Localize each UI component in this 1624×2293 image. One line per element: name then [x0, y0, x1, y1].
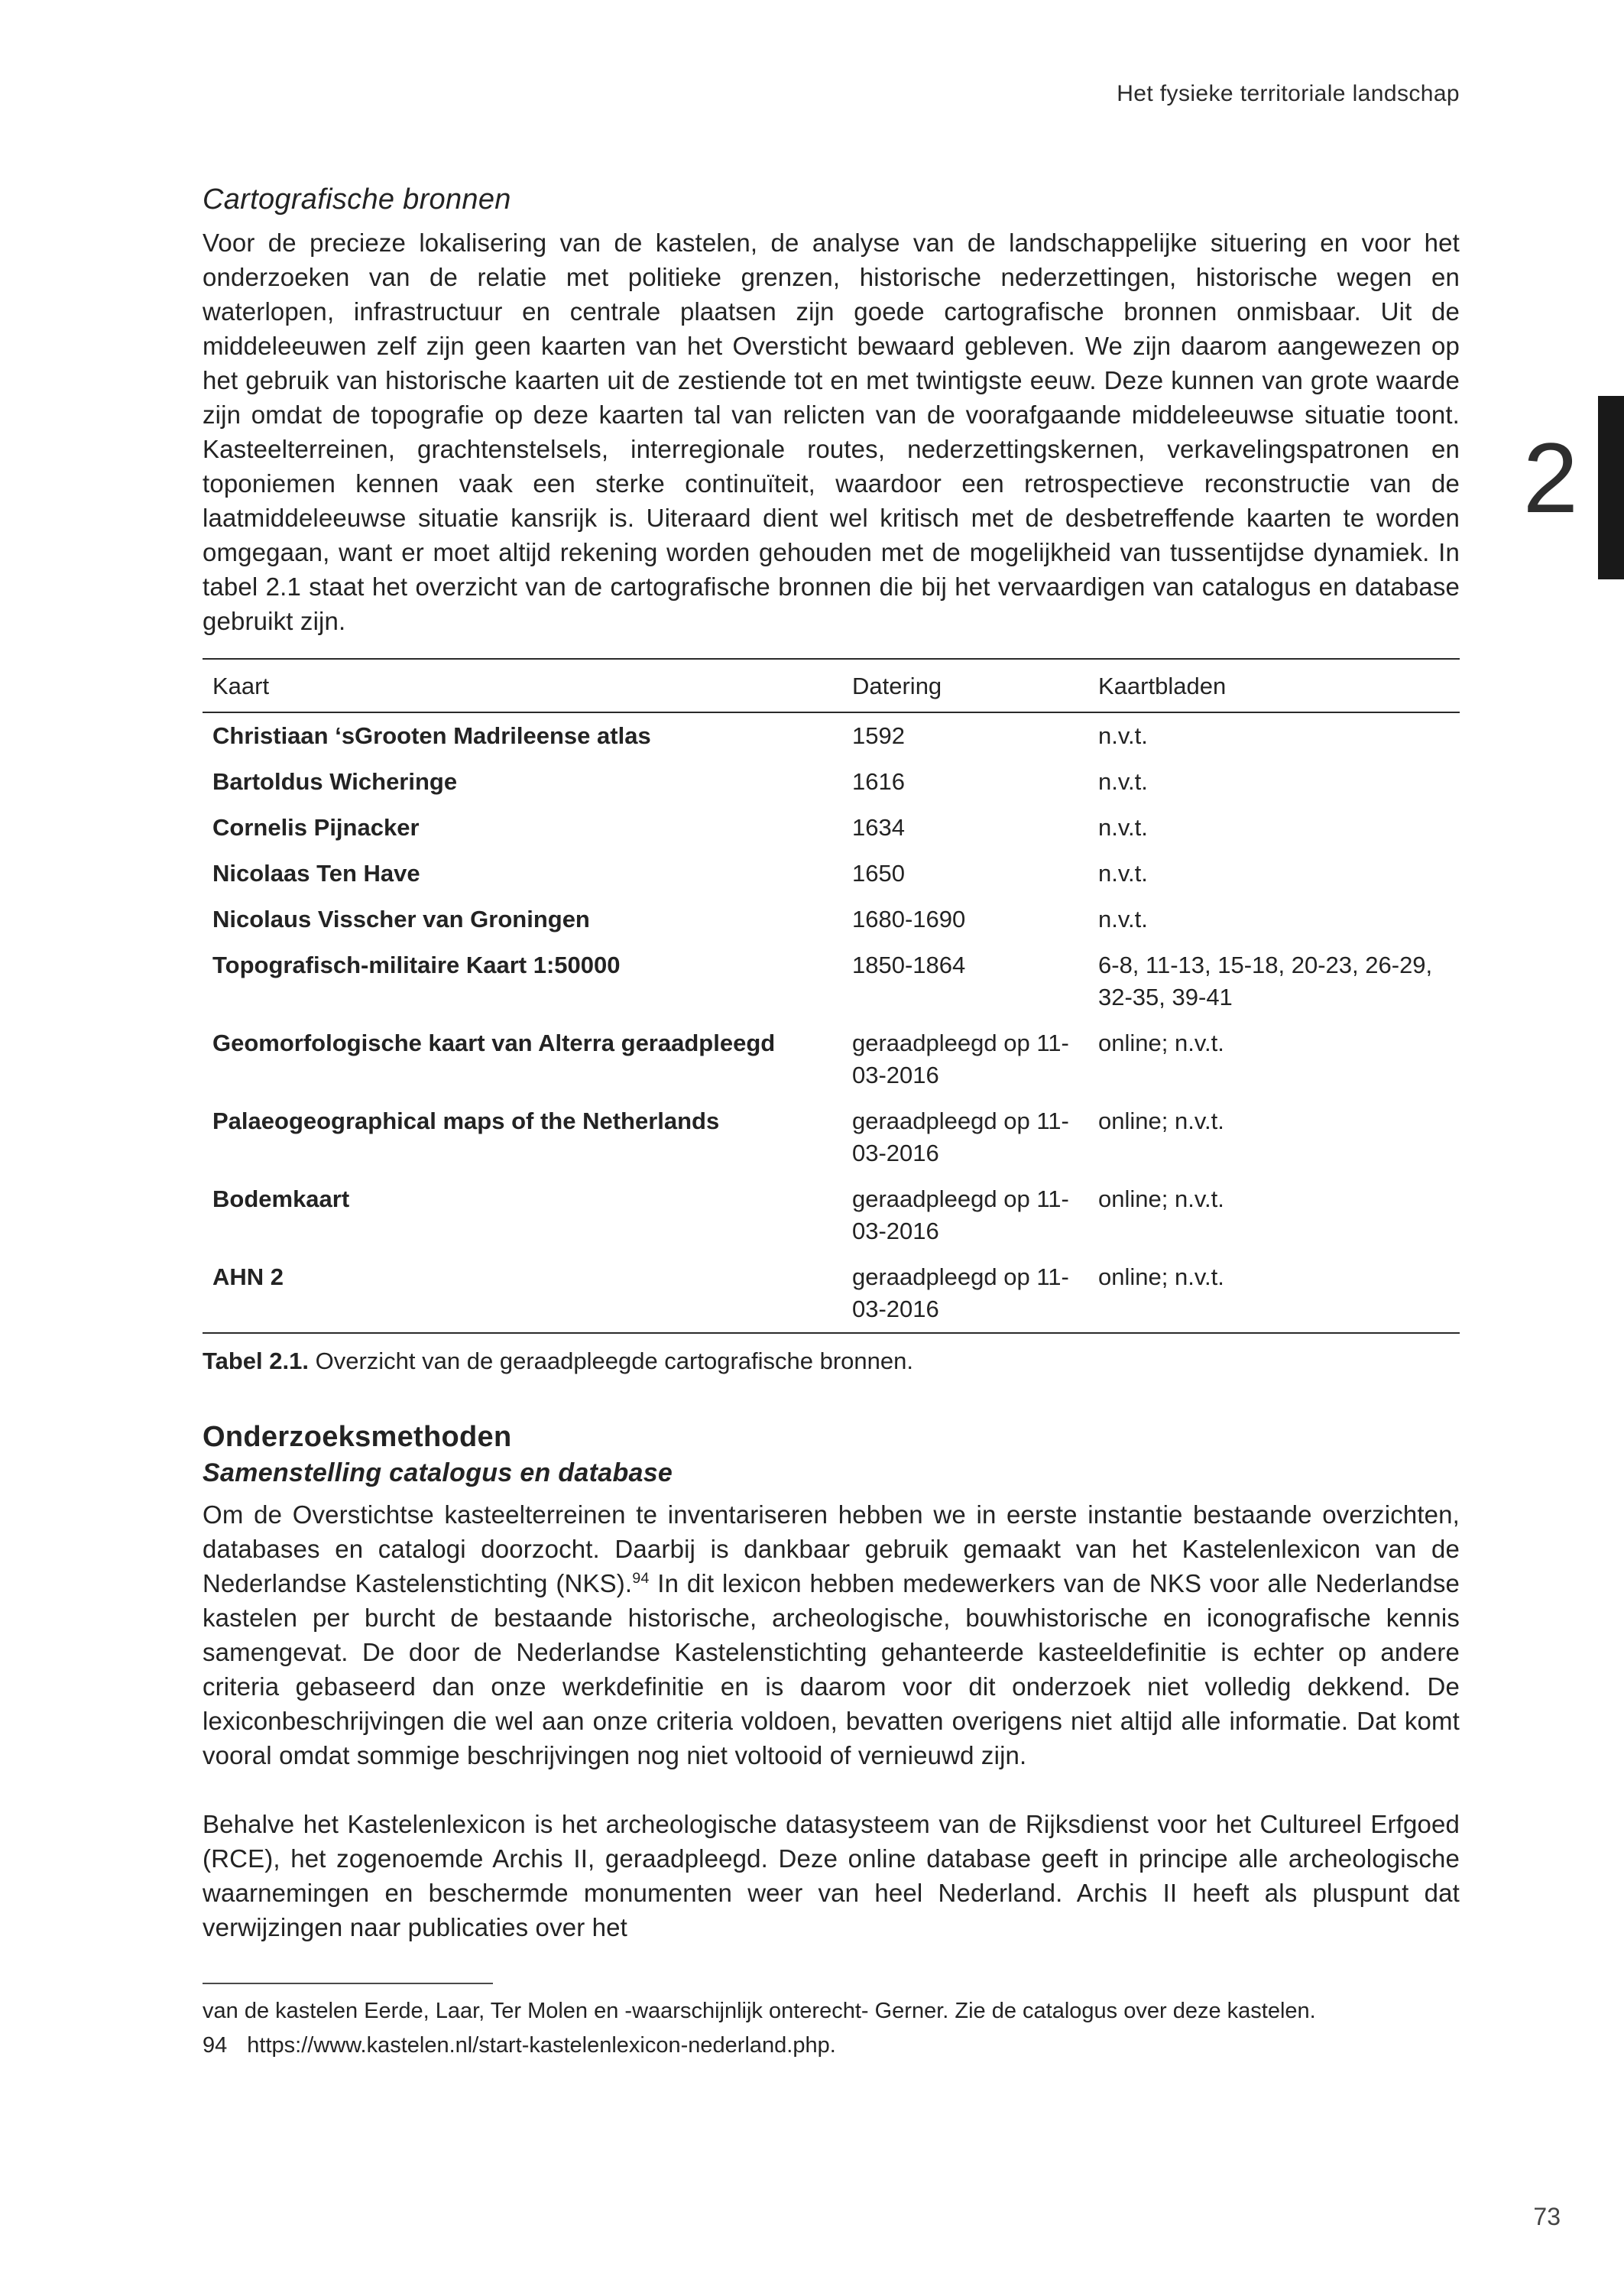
footnote-94-label: 94 — [203, 2033, 228, 2058]
footnote-continuation: van de kastelen Eerde, Laar, Ter Molen en -waarschijnlijk onterecht- Gerner. Zie de catalogus over deze kastelen. — [203, 1999, 1316, 2023]
table-caption — [203, 1346, 1460, 1377]
kaart-cell: Bartoldus Wicheringe — [212, 768, 458, 795]
section-heading-onderzoeksmethoden: Onderzoeksmethoden — [203, 1421, 512, 1453]
kaartbladen-cell: online; n.v.t. — [1098, 1030, 1224, 1056]
kaart-cell: Bodemkaart — [212, 1185, 350, 1212]
datering-cell: 1634 — [852, 814, 905, 841]
cartografie-paragraph: Voor de precieze lokalisering van de kastelen, de analyse van de landschappelijke situering en voor het onderzoeken van de relatie met politieke grenzen, historische nederzettingen, historische wegen en waterlopen, infrastructuur en centrale plaatsen zijn goede cartografische bronnen onmisbaar. Uit de middeleeuwen zelf zijn geen kaarten van het Oversticht bewaard gebleven. We zijn daarom aangewezen op het gebruik van historische kaarten uit de zestiende tot en met twintigste eeuw. Deze kunnen van grote waarde zijn omdat de topografie op deze kaarten tal van relicten van de voorafgaande middeleeuwse situatie toont. Kasteelterreinen, grachtenstelsels, interregionale routes, nederzettingskernen, verkavelingspatronen en toponiemen kennen vaak een sterke continuïteit, waardoor een retrospectieve reconstructie van de laatmiddeleeuwse situatie kansrijk is. Uiteraard dient wel kritisch met de desbetreffende kaarten te worden omgegaan, want er moet altijd rekening worden gehouden met de mogelijkheid van tussentijdse dynamiek. In tabel 2.1 staat het overzicht van de cartografische bronnen die bij het vervaardigen van catalogus en database gebruikt zijn. — [203, 229, 1460, 635]
kaart-cell: Geomorfologische kaart van Alterra geraadpleegd — [212, 1030, 776, 1056]
kaart-cell: Topografisch-militaire Kaart 1:50000 — [212, 952, 621, 978]
kaart-cell: Nicolaus Visscher van Groningen — [212, 906, 590, 932]
table-row — [203, 897, 1460, 942]
table-caption-label: Tabel 2.1. — [203, 1348, 309, 1374]
datering-cell: geraadpleegd op 11-03-2016 — [852, 1263, 1069, 1322]
column-header-datering: Datering — [852, 659, 1098, 712]
table-row — [203, 1020, 1460, 1098]
table-row — [203, 805, 1460, 851]
datering-cell: 1650 — [852, 860, 905, 887]
kaartbladen-cell: online; n.v.t. — [1098, 1108, 1224, 1134]
table-row — [203, 851, 1460, 897]
kaartbladen-cell: n.v.t. — [1098, 722, 1148, 749]
kaart-cell: Nicolaas Ten Have — [212, 860, 420, 887]
methods-paragraph-1-before: Om de Overstichtse kasteelterreinen te inventariseren hebben we in eerste instantie bestaande overzichten, databases en catalogi doorzocht. Daarbij is dankbaar gebruik gemaakt van het Kastelenlexicon van de Nederlandse Kastelenstichting (NKS). — [203, 1500, 1460, 1597]
table-row — [203, 759, 1460, 805]
kaart-cell: Palaeogeographical maps of the Netherlands — [212, 1108, 720, 1134]
table-row — [203, 1254, 1460, 1333]
datering-cell: geraadpleegd op 11-03-2016 — [852, 1108, 1069, 1166]
kaartbladen-cell: 6-8, 11-13, 15-18, 20-23, 26-29, 32-35, 39-41 — [1098, 952, 1433, 1010]
methods-paragraph-1 — [203, 1497, 1460, 1772]
kaartbladen-cell: online; n.v.t. — [1098, 1185, 1224, 1212]
footnote-block — [203, 1983, 1460, 2061]
footnote-reference-94: 94 — [632, 1570, 650, 1587]
sources-table — [203, 658, 1460, 1334]
page-number: 73 — [1533, 2203, 1561, 2230]
kaartbladen-cell: n.v.t. — [1098, 860, 1148, 887]
table-row — [203, 942, 1460, 1020]
column-header-kaartbladen: Kaartbladen — [1098, 659, 1460, 712]
section-subheading-samenstelling: Samenstelling catalogus en database — [203, 1458, 673, 1487]
kaartbladen-cell: n.v.t. — [1098, 906, 1148, 932]
kaartbladen-cell: n.v.t. — [1098, 768, 1148, 795]
column-header-kaart: Kaart — [203, 659, 852, 712]
datering-cell: geraadpleegd op 11-03-2016 — [852, 1030, 1069, 1088]
datering-cell: 1850-1864 — [852, 952, 966, 978]
table-row — [203, 1098, 1460, 1176]
footnote-separator — [203, 1983, 493, 1984]
running-header: Het fysieke territoriale landschap — [1117, 81, 1460, 106]
datering-cell: 1680-1690 — [852, 906, 966, 932]
table-caption-text: Overzicht van de geraadpleegde cartografische bronnen. — [309, 1348, 913, 1374]
chapter-number: 2 — [1522, 422, 1578, 534]
footnote-94 — [203, 2031, 1460, 2061]
table-row — [203, 1176, 1460, 1254]
kaartbladen-cell: online; n.v.t. — [1098, 1263, 1224, 1290]
methods-paragraph-1-after: In dit lexicon hebben medewerkers van de NKS voor alle Nederlandse kastelen per burcht de bestaande historische, archeologische, bouwhistorische en iconografische kennis samengevat. De door de Nederlandse Kastelenstichting gehanteerde kasteeldefinitie is echter op andere criteria gebaseerd dan onze werkdefinitie en is daarom voor dit onderzoek niet volledig dekkend. De lexiconbeschrijvingen die wel aan onze criteria voldoen, bevatten overigens niet altijd alle informatie. Dat komt vooral omdat sommige beschrijvingen nog niet voltooid of vernieuwd zijn. — [203, 1569, 1460, 1769]
section-heading-cartografische-bronnen: Cartografische bronnen — [203, 183, 511, 216]
footnote-94-url: https://www.kastelen.nl/start-kastelenlexicon-nederland.php. — [247, 2033, 836, 2058]
kaartbladen-cell: n.v.t. — [1098, 814, 1148, 841]
datering-cell: 1616 — [852, 768, 905, 795]
chapter-tab — [1598, 396, 1624, 579]
datering-cell: geraadpleegd op 11-03-2016 — [852, 1185, 1069, 1244]
kaart-cell: AHN 2 — [212, 1263, 284, 1290]
table-row — [203, 712, 1460, 759]
datering-cell: 1592 — [852, 722, 905, 749]
methods-paragraph-2: Behalve het Kastelenlexicon is het archeologische datasysteem van de Rijksdienst voor het Cultureel Erfgoed (RCE), het zogenoemde Archis II, geraadpleegd. Deze online database geeft in principe alle archeologische waarnemingen en beschermde monumenten weer van heel Nederland. Archis II heeft als pluspunt dat verwijzingen naar publicaties over het — [203, 1810, 1460, 1941]
kaart-cell: Cornelis Pijnacker — [212, 814, 420, 841]
page-content — [203, 183, 1460, 2061]
table-header-row — [203, 659, 1460, 712]
kaart-cell: Christiaan ‘sGrooten Madrileense atlas — [212, 722, 651, 749]
